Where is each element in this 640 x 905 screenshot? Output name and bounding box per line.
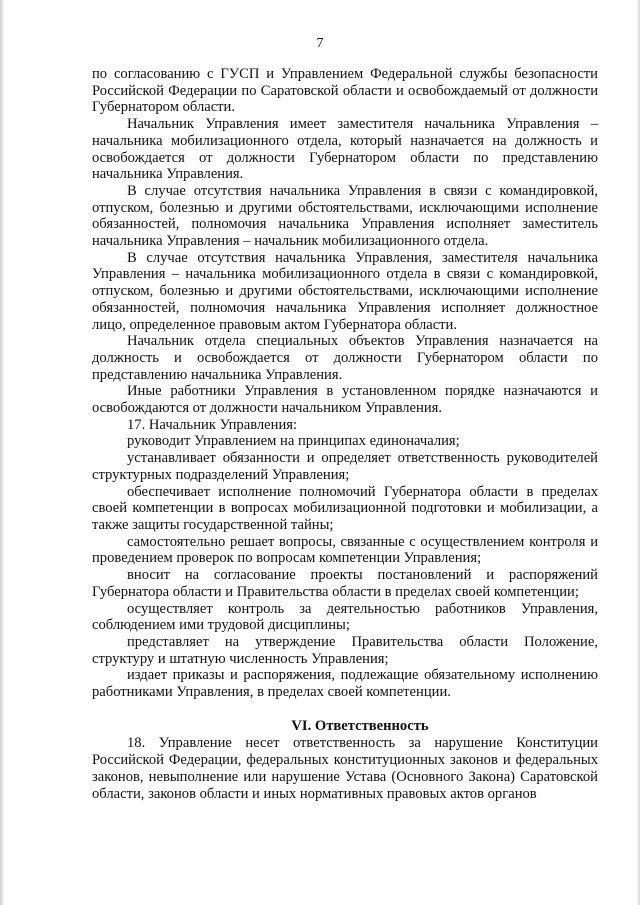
paragraph-continuation: по согласованию с ГУСП и Управлением Федеральной службы безопасности Российской Федерации по Саратовской области и освобождаемый от должности Губернатором области.	[92, 66, 598, 116]
paragraph-clause-17-item: вносит на согласование проекты постановлений и распоряжений Губернатора области и Правительства области в пределах своей компетенции;	[92, 567, 598, 600]
paragraph-special-objects-head: Начальник отдела специальных объектов Управления назначается на должность и освобождается от должности Губернатором области по представлению начальника Управления.	[92, 333, 598, 383]
paragraph-clause-17-item: руководит Управлением на принципах единоначалия;	[127, 433, 460, 450]
paragraph-clause-17-item: обеспечивает исполнение полномочий Губернатора области в пределах своей компетенции в вопросах мобилизационной подготовки и мобилизации, а также защиты государственной тайны;	[92, 483, 598, 533]
paragraph-other-employees: Иные работники Управления в установленном порядке назначаются и освобождаются от должности начальником Управления.	[92, 383, 598, 417]
paragraph-clause-17: 17. Начальник Управления:	[127, 416, 298, 433]
paragraph-clause-18: 18. Управление несет ответственность за нарушение Конституции Российской Федерации, федеральных конституционных законов и федеральных законов, невыполнение или нарушение Устава (Основного Закона) Саратовской области, законов области и иных нормативных правовых актов органов	[92, 735, 598, 802]
document-body	[92, 66, 598, 802]
paragraph-deputy-head: Начальник Управления имеет заместителя начальника Управления – начальника мобилизационного отдела, который назначается на должность и освобождается от должности Губернатором области по представлению начальника Управления.	[92, 116, 598, 183]
paragraph-clause-17-item: самостоятельно решает вопросы, связанные с осуществлением контроля и проведением проверок по вопросам компетенции Управления;	[92, 533, 598, 567]
paragraph-absence-head: В случае отсутствия начальника Управления в связи с командировкой, отпуском, болезнью и другими обстоятельствами, исключающими исполнение обязанностей, полномочия начальника Управления исполняет заместитель начальника Управления – начальник мобилизационного отдела.	[92, 182, 598, 250]
section-heading: VI. Ответственность	[291, 717, 429, 734]
paragraph-clause-17-item: устанавливает обязанности и определяет ответственность руководителей структурных подразделений Управления;	[92, 450, 598, 483]
page-number: 7	[316, 36, 324, 51]
paragraph-absence-both: В случае отсутствия начальника Управления, заместителя начальника Управления – начальника мобилизационного отдела в связи с командировкой, отпуском, болезнью и другими обстоятельствами, исключающими исполнение обязанностей, полномочия начальника Управления исполняет должностное лицо, определенное правовым актом Губернатора области.	[92, 249, 598, 333]
paragraph-clause-17-item: осуществляет контроль за деятельностью работников Управления, соблюдением ими трудовой дисциплины;	[92, 600, 598, 634]
scan-edge-left	[0, 0, 4, 905]
paragraph-clause-17-item: издает приказы и распоряжения, подлежащие обязательному исполнению работниками Управления, в пределах своей компетенции.	[92, 667, 598, 701]
paragraph-clause-17-item: представляет на утверждение Правительства области Положение, структуру и штатную численность Управления;	[92, 633, 598, 667]
